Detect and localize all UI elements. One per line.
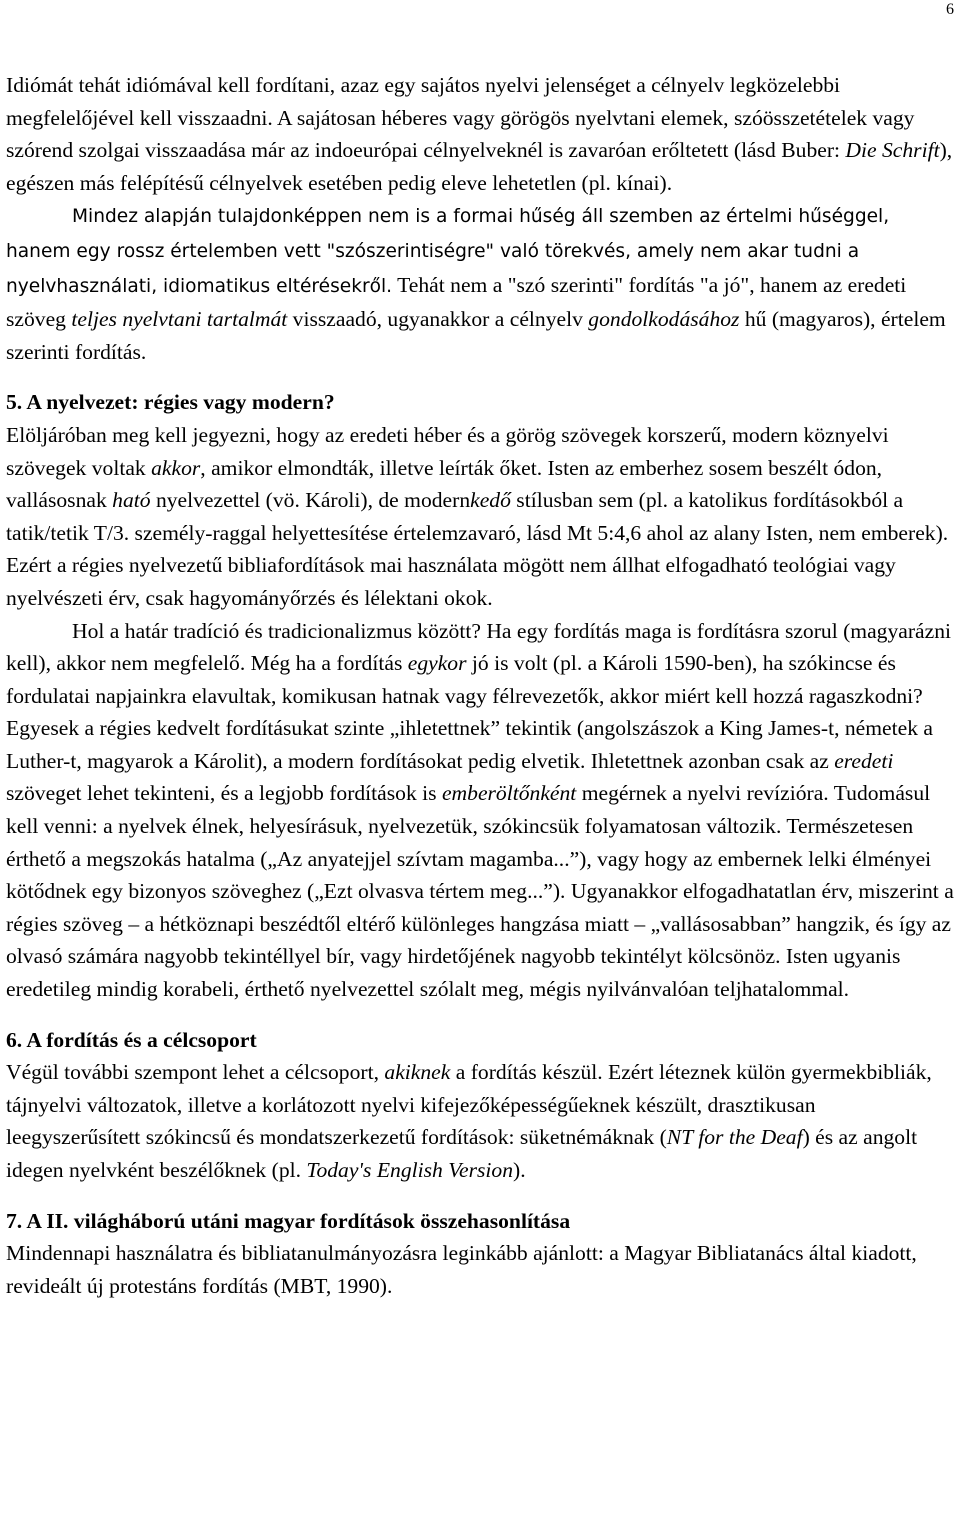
intro-p2-text: Mindez alapján tulajdonképpen nem is a formai hűség áll szemben az értelmi hűséggel, hanem egy rossz értelemben vett "szószerintiségre" való törekvés, amely nem akar tudni a nyelvhasználati, idiomatikus eltérésekről. — [6, 206, 890, 297]
s5-p1-a: Elöljáróban meg kell jegyezni, hogy az eredeti héber és a görög szövegek korszerű, modern köznyelvi szövegek voltak — [6, 422, 889, 480]
s5-p1-italic-2: ható — [112, 488, 151, 513]
intro-p2-text-d: hű (magyaros), értelem szerinti fordítás. — [6, 307, 946, 364]
s6-p1-italic-1: akiknek — [384, 1060, 451, 1085]
s6-p1-a: Végül további szempont lehet a célcsoport, — [6, 1060, 385, 1085]
s5-p2-italic-2: eredeti — [834, 748, 894, 773]
section-7-heading: 7. A II. világháború utáni magyar fordítások összehasonlítása — [6, 1208, 571, 1233]
s5-p1-d: stílusban sem (pl. a katolikus fordításokból a tatik/tetik T/3. személy-raggal helyettesítése értelemzavaró, lásd Mt 5:4,6 ahol az alany Isten, nem emberek). Ezért a régies nyelvezetű bibliafordítások mai használata mögött nem állhat elfogadható teológiai vagy nyelvészeti érv, csak hagyományőrzés és lélektani okok. — [6, 488, 949, 610]
s6-p1-b: a fordítás készül. Ezért léteznek külön gyermekbibliák, tájnyelvi változatok, illetve a korlátozott nyelvi kifejezőképességűeknek készült, drasztikusan leegyszerűsített szókincsű és mondatszerkezetű fordítások: süketnémáknak ( — [6, 1060, 932, 1150]
section-5-heading: 5. A nyelvezet: régies vagy modern? — [6, 390, 335, 415]
s6-p1-italic-3: Today's English Version — [306, 1158, 514, 1182]
s5-p2-b: jó is volt (pl. a Károli 1590-ben), ha szókincse és fordulatai napjainkra elavultak, komikusan hatnak vagy félrevezetők, akkor miért kell hozzá ragaszkodni? Egyesek a régies kedvelt fordításukat szinte „ihletettnek” tekintik (angolszászok a King James-t, németek a Luther-t, magyarok a Károlit), a modern fordításokat pedig elvetik. Ihletettnek azonban csak az — [6, 651, 934, 773]
s5-p1-italic-3: kedő — [470, 488, 511, 513]
s6-p1-italic-2: NT for the Deaf — [666, 1125, 803, 1150]
s5-p1-c: nyelvezettel (vö. Károli), de modern — [150, 488, 471, 513]
page-number: 6 — [946, 1, 954, 18]
intro-text-end: ), egészen más felépítésű célnyelvek esetében pedig eleve lehetetlen (pl. kínai). — [6, 138, 953, 195]
intro-p2-italic-2: gondolkodásához — [588, 307, 740, 332]
section-5-paragraph-1 — [6, 419, 954, 615]
section-6-paragraph-1 — [6, 1056, 954, 1186]
s5-p2-a: Hol a határ tradíció és tradicionalizmus között? Ha egy fordítás maga is fordításra szorul (magyarázni kell), akkor nem megfelelő. Még ha a fordítás — [6, 618, 952, 676]
document-body — [6, 69, 954, 1302]
intro-text: Idiómát tehát idiómával kell fordítani, azaz egy sajátos nyelvi jelenséget a célnyelv legközelebbi megfelelőjével kell visszaadni. A sajátosan héberes vagy görögös nyelvtani elemek, szóösszetételek vagy szórend szolgai visszaadása már az indoeurópai célnyelveknél is zavaróan erőltetett (lásd Buber: — [6, 73, 915, 163]
s5-p2-italic-1: egykor — [407, 651, 467, 676]
s5-p2-d: megérnek a nyelvi revízióra. Tudomásul kell venni: a nyelvek élnek, helyesírásuk, nyelvezetük, szókincsük folyamatosan változik. Természetesen érthető a megszokás hatalma („Az anyatejjel szívtam magamba...”), vagy hogy az embernek lelki élményei kötődnek egy bizonyos szöveghez („Ezt olvasva tértem meg...”). Ugyanakkor elfogadhatatlan érv, miszerint a régies szöveg – a hétköznapi beszédtől eltérő különleges hangzása miatt – „vallásosabban” hangzik, és így az olvasó számára nagyobb tekintéllyel bír, vagy hirdetőjének nagyobb tekintélyt kölcsönöz. Isten ugyanis eredetileg mindig korabeli, érthető nyelvezettel szólalt meg, mégis nyilvánvalóan teljhatalommal. — [6, 781, 954, 1002]
s6-p1-c: ) és az angolt idegen nyelvként beszélőknek (pl. — [6, 1125, 918, 1182]
section-7-paragraph-1: Mindennapi használatra és bibliatanulmányozásra leginkább ajánlott: a Magyar Bibliatanács által kiadott, revideált új protestáns fordítás (MBT, 1990). — [6, 1241, 917, 1298]
intro-paragraph-2 — [6, 199, 954, 368]
s5-p2-italic-3: emberöltőnként — [441, 781, 577, 806]
s5-p2-c: szöveget lehet tekinteni, és a legjobb fordítások is — [6, 781, 442, 806]
intro-p2-text-c: visszaadó, ugyanakkor a célnyelv — [287, 307, 589, 332]
intro-p2-italic-1: teljes nyelvtani tartalmát — [71, 307, 288, 332]
section-6-heading: 6. A fordítás és a célcsoport — [6, 1027, 257, 1052]
s6-p1-d: ). — [513, 1158, 526, 1182]
section-5-paragraph-2 — [6, 615, 954, 1006]
intro-p2-text-b: Tehát nem a "szó szerinti" fordítás "a jó", hanem az eredeti szöveg — [6, 272, 907, 332]
s5-p1-b: , amikor elmondták, illetve leírták őket. Isten az emberhez sosem beszélt ódon, vallásosnak — [6, 455, 883, 513]
s5-p1-italic-1: akkor — [151, 455, 201, 480]
intro-italic-title: Die Schrift — [845, 138, 940, 163]
intro-paragraph — [6, 69, 954, 199]
